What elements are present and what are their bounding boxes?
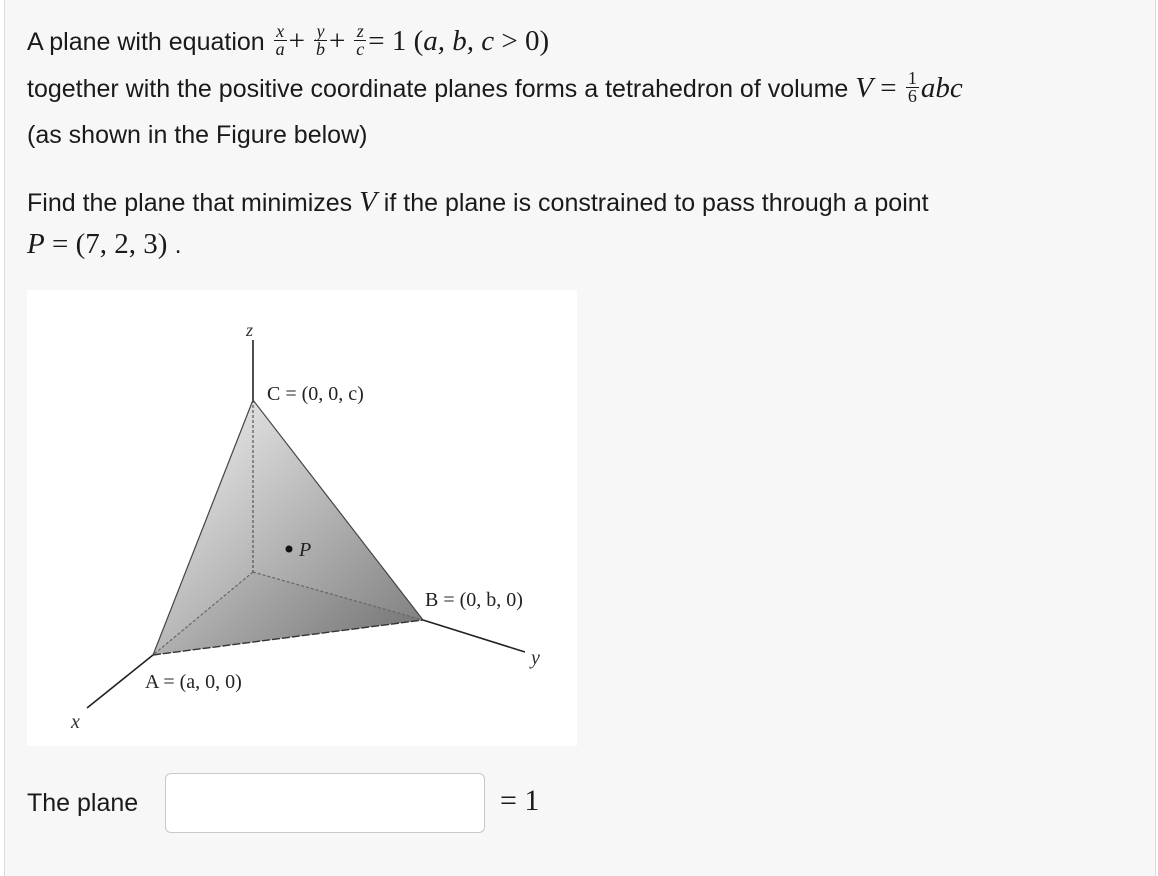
z-axis-label: z — [246, 320, 254, 340]
slanted-face — [153, 400, 423, 655]
problem-line-1 — [27, 21, 550, 61]
tetrahedron-figure — [27, 290, 577, 746]
point-a-label: A = (a, 0, 0) — [145, 671, 242, 693]
fraction-y-over-b — [314, 23, 327, 58]
point-p-dot — [286, 546, 293, 553]
problem-line-3: (as shown in the Figure below) — [27, 121, 368, 149]
point-b-label: B = (0, b, 0) — [425, 589, 523, 611]
frac3-den: c — [356, 39, 365, 59]
find-suffix: if the plane is constrained to pass through a point — [383, 189, 929, 217]
x-axis-label: x — [71, 711, 80, 733]
point-c-label: C = (0, 0, c) — [267, 383, 364, 405]
plane-answer-input[interactable] — [165, 773, 485, 833]
point-period: . — [174, 231, 182, 259]
volume-expression: abc — [920, 72, 963, 105]
vol-frac-den: 6 — [907, 86, 917, 106]
fraction-z-over-c — [354, 23, 366, 58]
answer-label: The plane — [27, 789, 139, 817]
frac1-den: a — [275, 39, 285, 59]
frac1-num: x — [274, 23, 287, 41]
find-var: V — [359, 186, 377, 218]
line1-prefix: A plane with equation — [27, 28, 265, 57]
point-line — [27, 229, 182, 260]
fraction-one-sixth — [906, 70, 919, 105]
answer-rhs: = 1 — [500, 784, 540, 817]
frac2-num: y — [314, 23, 327, 41]
tetrahedron-svg — [27, 290, 577, 746]
equation-vars: a, b, c — [423, 25, 495, 58]
find-line — [27, 187, 929, 218]
fraction-x-over-a — [274, 23, 287, 58]
plus-sign-2: + — [328, 25, 346, 58]
y-axis-label: y — [531, 647, 540, 669]
equation-equals: = 1 ( — [368, 25, 424, 58]
point-p-label: P — [299, 539, 312, 561]
question-card — [4, 0, 1156, 876]
equation-condition: > 0) — [494, 25, 550, 58]
x-axis-line — [87, 655, 153, 708]
point-var: P — [27, 228, 45, 260]
y-axis-line — [423, 620, 525, 652]
equation-rhs — [368, 25, 549, 57]
frac2-den: b — [315, 39, 325, 59]
line2-text: together with the positive coordinate planes forms a tetrahedron of volume — [27, 75, 849, 104]
frac3-num: z — [354, 23, 366, 41]
plus-sign-1: + — [288, 25, 305, 58]
find-prefix: Find the plane that minimizes — [27, 189, 353, 217]
problem-line-2 — [27, 68, 963, 108]
volume-equals: = — [872, 72, 904, 105]
point-coords: = (7, 2, 3) — [44, 228, 175, 260]
volume-var: V — [855, 72, 873, 105]
vol-frac-num: 1 — [907, 68, 917, 88]
